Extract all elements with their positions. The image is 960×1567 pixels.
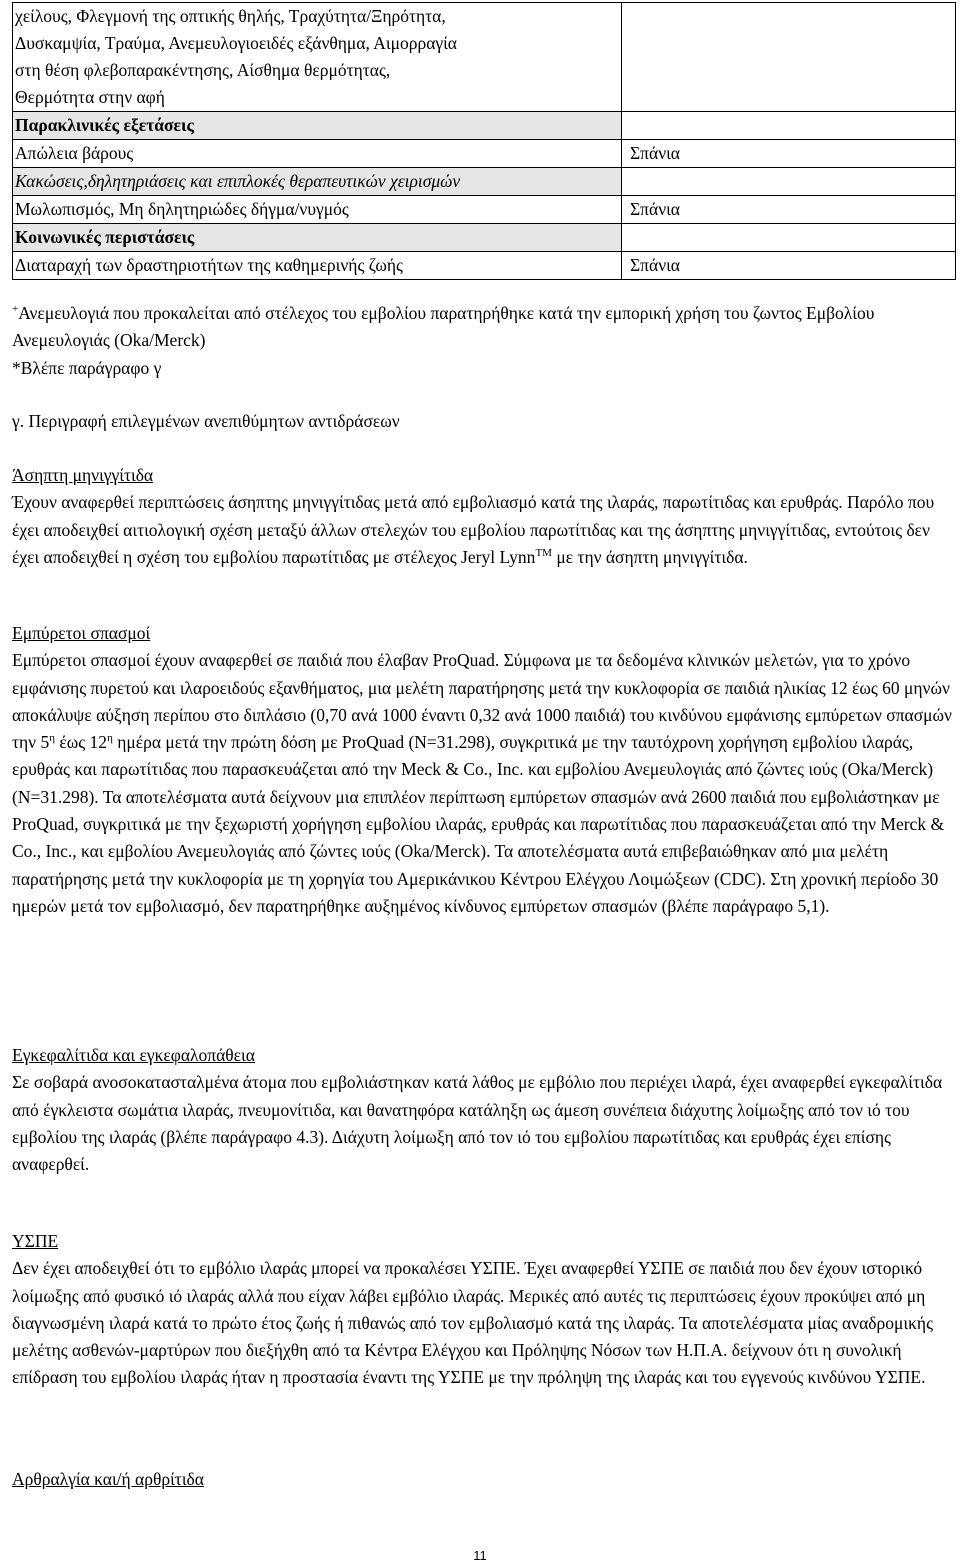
footnote-see-paragraph: *Βλέπε παράγραφο γ	[12, 357, 162, 378]
meningitis-text: Έχουν αναφερθεί περιπτώσεις άσηπτης μηνιγγίτιδας μετά από εμβολιασμό κατά της ιλαράς, παρωτίτιδας και ερυθράς. Παρόλο που έχει αποδειχθεί αιτιολογική σχέση μεταξύ άλλων στελεχών του εμβολίου παρωτίτιδας και της άσηπτης μηνιγγίτιδας, εντούτοις δεν έχει αποδειχθεί η σχέση του εμβολίου παρωτίτιδας με στέλεχος Jeryl Lynn™ με την άσηπτη μηνιγγίτιδα.	[12, 492, 935, 567]
frequency-cell	[622, 3, 956, 112]
cell-text-line: Θερμότητα στην αφή	[15, 87, 165, 107]
table-section-row	[13, 168, 956, 196]
adverse-reactions-table	[12, 2, 956, 280]
reaction-cell	[13, 196, 622, 224]
cell-text-line: Διαταραχή των δραστηριοτήτων της καθημερινής ζωής	[15, 255, 403, 275]
frequency-cell: Σπάνια	[622, 140, 956, 168]
arthralgia-heading: Αρθραλγία και/ή αρθρίτιδα	[12, 1469, 204, 1489]
febrile-text: Εμπύρετοι σπασμοί έχουν αναφερθεί σε παιδιά που έλαβαν ProQuad. Σύμφωνα με τα δεδομένα κλινικών μελετών, για το χρόνο εμφάνισης πυρετού και ιλαροειδούς εξανθήματος, μια μελέτη παρατήρησης μετά την κυκλοφορία σε παιδιά ηλικίας 12 έως 60 μηνών αποκάλυψε αύξηση περίπου στο διπλάσιο (0,70 ανά 1000 έναντι 0,32 ανά 1000 παιδιά) του κινδύνου εμφάνισης εμπύρετων σπασμών την $5^\eta$ έως $12^\eta$ ημέρα μετά την πρώτη δόση με ProQuad (N=31.298), συγκριτικά με την ταυτόχρονη χορήγηση εμβολίου ιλαράς, ερυθράς και παρωτίτιδας που παρασκευάζεται από την Meck & Co., Inc. και εμβολίου Ανεμευλογιάς από ζώντες ιούς (Oka/Merck) (N=31.298). Τα αποτελέσματα αυτά δείχνουν μια επιπλέον περίπτωση εμπύρετων σπασμών ανά 2600 παιδιά που εμβολιάστηκαν με ProQuad, συγκριτικά με την ξεχωριστή χορήγηση εμβολίου ιλαράς, ερυθράς και παρωτίτιδας που παρασκευάζεται από την Merck & Co., Inc., και εμβολίου Ανεμευλογιάς από ζώντες ιούς (Oka/Merck). Τα αποτελέσματα αυτά επιβεβαιώθηκαν από μια μελέτη παρατήρησης μετά την κυκλοφορία με τη χορηγία του Αμερικάνικου Κέντρου Ελέγχου Λοιμώξεων (CDC). Στη χρονική περίοδο 30 ημερών μετά τον εμβολιασμό, δεν παρατηρήθηκε αυξημένος κίνδυνος εμπύρετων σπασμών (βλέπε παράγραφο 5,1).	[12, 650, 952, 916]
section-label-cell	[13, 168, 622, 196]
section-label-cell	[13, 112, 622, 140]
table-footnotes	[12, 300, 958, 382]
table-row	[13, 140, 956, 168]
section-c-title: γ. Περιγραφή επιλεγμένων ανεπιθύμητων αντιδράσεων	[12, 411, 400, 431]
cell-text-line: Απώλεια βάρους	[15, 143, 134, 163]
cell-text-line: Κοινωνικές περιστάσεις	[15, 227, 195, 247]
febrile-heading: Εμπύρετοι σπασμοί	[12, 623, 151, 643]
section-label-cell	[13, 224, 622, 252]
cell-text-line: Παρακλινικές εξετάσεις	[15, 115, 194, 135]
encephalitis-section	[12, 1042, 958, 1178]
cell-text-line: Κακώσεις,δηλητηριάσεις και επιπλοκές θεραπευτικών χειρισμών	[15, 171, 461, 191]
frequency-cell	[622, 224, 956, 252]
sspe-text: Δεν έχει αποδειχθεί ότι το εμβόλιο ιλαράς μπορεί να προκαλέσει ΥΣΠΕ. Έχει αναφερθεί ΥΣΠΕ σε παιδιά που δεν έχουν ιστορικό λοίμωξης από φυσικό ιό ιλαράς αλλά που είχαν λάβει εμβόλιο ιλαράς. Μερικές από αυτές τις περιπτώσεις έχουν προκύψει από μη διαγνωσμένη ιλαρά κατά το πρώτο έτος ζωής ή πιθανώς από τον εμβολιασμό κατά της ιλαράς. Τα αποτελέσματα μίας αναδρομικής μελέτης ασθενών-μαρτύρων που διεξήχθη από τα Κέντρα Ελέγχου και Πρόληψης Νόσων των Η.Π.Α. δείχνουν ότι η συνολική επίδραση του εμβολίου ιλαράς ήταν η προστασία έναντι της ΥΣΠΕ με την πρόληψη της ιλαράς και του εγγενούς κινδύνου ΥΣΠΕ.	[12, 1258, 934, 1388]
table-row	[13, 252, 956, 280]
cell-text-line: στη θέση φλεβοπαρακέντησης, Αίσθημα θερμότητας,	[15, 60, 391, 80]
febrile-seizures-section	[12, 620, 958, 920]
encephalitis-text: Σε σοβαρά ανοσοκατασταλμένα άτομα που εμβολιάστηκαν κατά λάθος με εμβόλιο που περιέχει ιλαρά, έχει αναφερθεί εγκεφαλίτιδα από έγκλειστα σωμάτια ιλαράς, πνευμονίτιδα, και θανατηφόρα κατάληξη ως άμεση συνέπεια διάχυτης λοίμωξης από τον ιό του εμβολίου της ιλαράς (βλέπε παράγραφο 4.3). Διάχυτη λοίμωξη από τον ιό του εμβολίου παρωτίτιδας και ερυθράς έχει επίσης αναφερθεί.	[12, 1072, 943, 1175]
table-row	[13, 196, 956, 224]
cell-text-line: Μωλωπισμός, Μη δηλητηριώδες δήγμα/νυγμός	[15, 199, 349, 219]
page-number: 11	[473, 1548, 487, 1563]
reaction-cell	[13, 252, 622, 280]
table-section-row	[13, 112, 956, 140]
sspe-section	[12, 1228, 958, 1392]
sspe-heading: ΥΣΠΕ	[12, 1231, 59, 1251]
table-section-row	[13, 224, 956, 252]
cell-text-line: χείλους, Φλεγμονή της οπτικής θηλής, Τραχύτητα/Ξηρότητα,	[15, 6, 446, 26]
meningitis-heading: Άσηπτη μηνιγγίτιδα	[12, 465, 154, 485]
cell-text-line: Δυσκαμψία, Τραύμα, Ανεμευλογιοειδές εξάνθημα, Αιμορραγία	[15, 33, 457, 53]
frequency-cell: Σπάνια	[622, 196, 956, 224]
encephalitis-heading: Εγκεφαλίτιδα και εγκεφαλοπάθεια	[12, 1045, 255, 1065]
frequency-cell	[622, 168, 956, 196]
frequency-cell: Σπάνια	[622, 252, 956, 280]
footnote-variant-oka: +Ανεμευλογιά που προκαλείται από στέλεχος του εμβολίου παρατηρήθηκε κατά την εμπορική χρήση του ζωντος Εμβολίου Ανεμευλογιάς (Oka/Merck)	[12, 303, 875, 351]
reaction-cell	[13, 140, 622, 168]
reaction-cell	[13, 3, 622, 112]
meningitis-section	[12, 462, 958, 571]
table-row	[13, 3, 956, 112]
frequency-cell	[622, 112, 956, 140]
